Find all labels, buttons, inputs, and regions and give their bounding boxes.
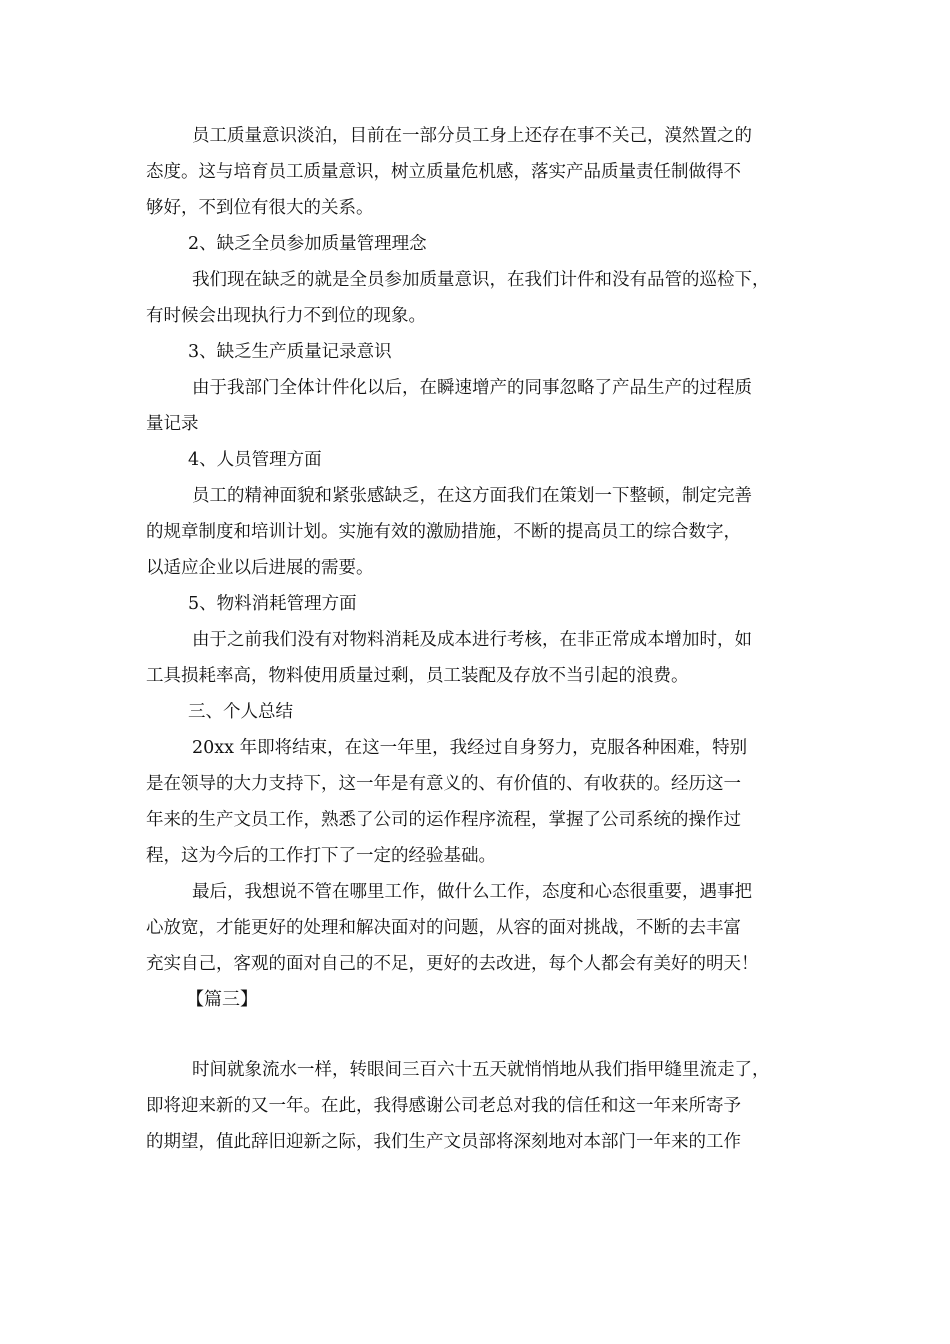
section-heading: 3、缺乏生产质量记录意识 <box>188 342 392 362</box>
paragraph-line: 即将迎来新的又一年。在此，我得感谢公司老总对我的信任和这一年来所寄予 <box>146 1096 741 1116</box>
section-heading: 三、个人总结 <box>188 702 293 722</box>
section-heading: 4、人员管理方面 <box>188 450 322 470</box>
section-heading: 2、缺乏全员参加质量管理理念 <box>188 234 427 254</box>
paragraph-line: 我们现在缺乏的就是全员参加质量意识，在我们计件和没有品管的巡检下， <box>192 270 770 290</box>
paragraph-line: 由于我部门全体计件化以后，在瞬速增产的同事忽略了产品生产的过程质 <box>192 378 752 398</box>
paragraph-line: 够好，不到位有很大的关系。 <box>146 198 374 218</box>
paragraph-line: 20xx 年即将结束，在这一年里，我经过自身努力，克服各种困难，特别 <box>192 738 748 758</box>
paragraph-line: 的期望，值此辞旧迎新之际，我们生产文员部将深刻地对本部门一年来的工作 <box>146 1132 741 1152</box>
paragraph-line: 量记录 <box>146 414 199 434</box>
paragraph-line: 最后，我想说不管在哪里工作，做什么工作，态度和心态很重要，遇事把 <box>192 882 752 902</box>
paragraph-line: 时间就象流水一样，转眼间三百六十五天就悄悄地从我们指甲缝里流走了， <box>192 1060 770 1080</box>
paragraph-line: 员工的精神面貌和紧张感缺乏，在这方面我们在策划一下整顿，制定完善 <box>192 486 752 506</box>
paragraph-line: 心放宽，才能更好的处理和解决面对的问题，从容的面对挑战，不断的去丰富 <box>146 918 741 938</box>
paragraph-line: 有时候会出现执行力不到位的现象。 <box>146 306 426 326</box>
paragraph-line: 充实自己，客观的面对自己的不足，更好的去改进，每个人都会有美好的明天！ <box>146 954 759 974</box>
paragraph-line: 态度。这与培育员工质量意识，树立质量危机感，落实产品质量责任制做得不 <box>146 162 741 182</box>
paragraph-line: 以适应企业以后进展的需要。 <box>146 558 374 578</box>
paragraph-line: 年来的生产文员工作，熟悉了公司的运作程序流程，掌握了公司系统的操作过 <box>146 810 741 830</box>
section-heading: 5、物料消耗管理方面 <box>188 594 357 614</box>
paragraph-line: 程，这为今后的工作打下了一定的经验基础。 <box>146 846 496 866</box>
paragraph-line: 工具损耗率高，物料使用质量过剩，员工装配及存放不当引起的浪费。 <box>146 666 689 686</box>
paragraph-line: 的规章制度和培训计划。实施有效的激励措施，不断的提高员工的综合数字， <box>146 522 741 542</box>
paragraph-line: 是在领导的大力支持下，这一年是有意义的、有价值的、有收获的。经历这一 <box>146 774 741 794</box>
paragraph-line: 员工质量意识淡泊，目前在一部分员工身上还存在事不关己，漠然置之的 <box>192 126 752 146</box>
section-title: 【篇三】 <box>186 989 258 1010</box>
paragraph-line: 由于之前我们没有对物料消耗及成本进行考核，在非正常成本增加时，如 <box>192 630 752 650</box>
